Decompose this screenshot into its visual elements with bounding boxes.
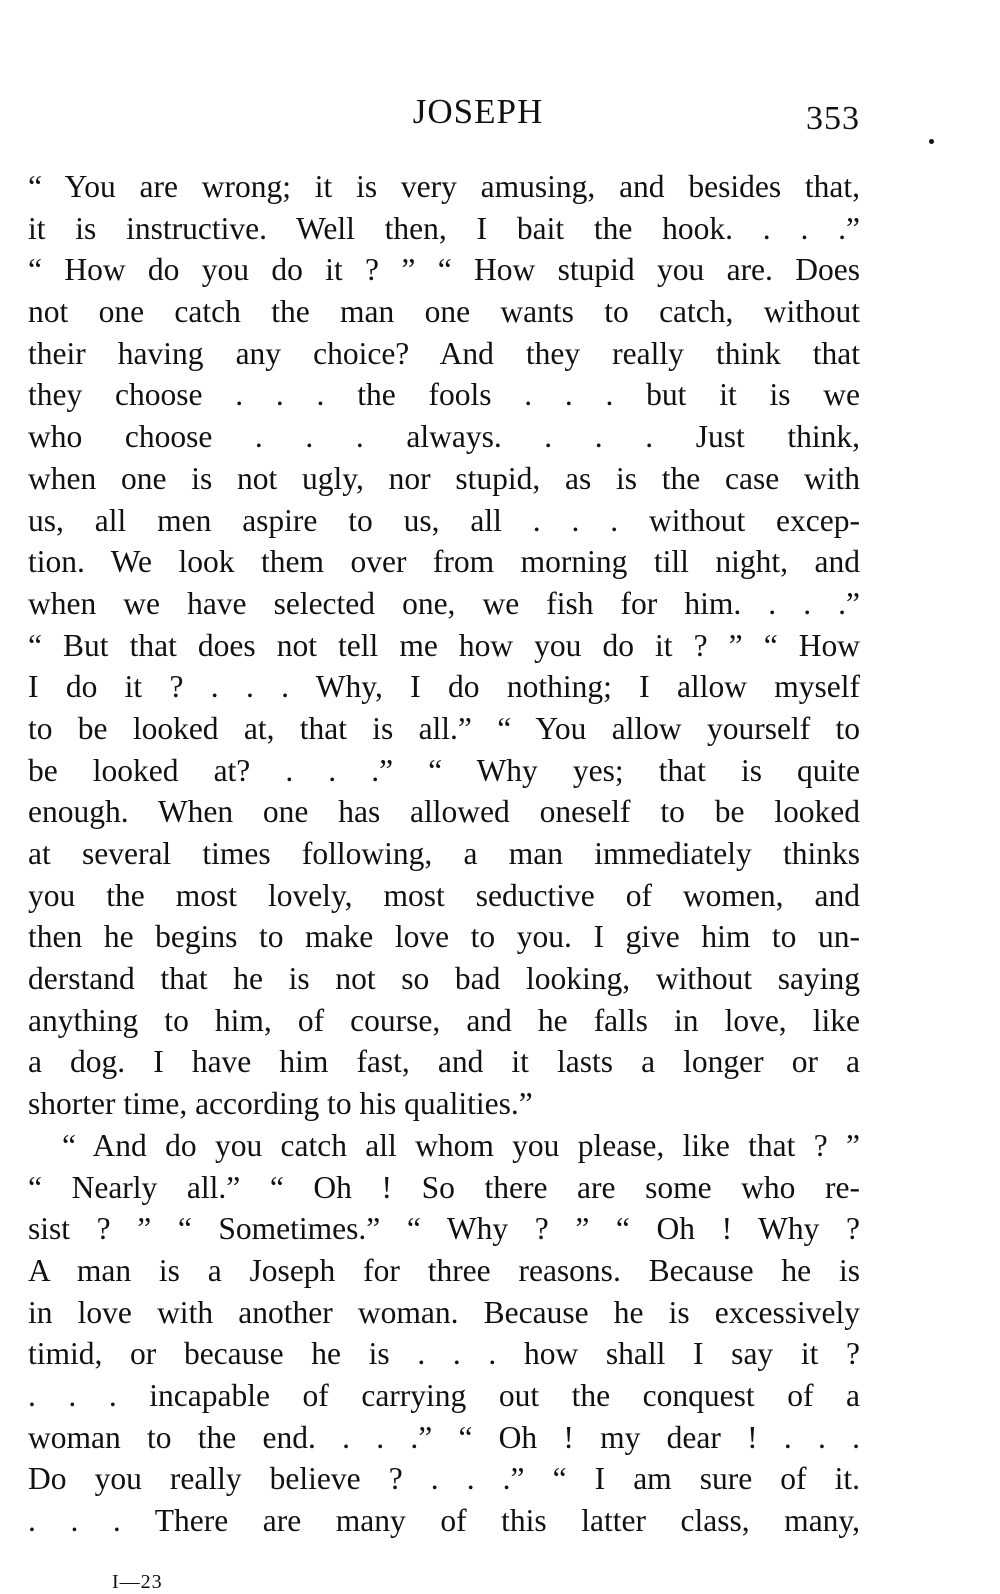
- text-line: at several times following, a man immediately thinks: [28, 836, 860, 871]
- text-line: woman to the end. . . .” “ Oh ! my dear ! . . .: [28, 1419, 860, 1455]
- text-line: . . . There are many of this latter class, many,: [28, 1503, 860, 1538]
- text-line: you the most lovely, most seductive of women, and: [28, 877, 860, 913]
- text-line: derstand that he is not so bad looking, without saying: [28, 961, 860, 997]
- text-line: A man is a Joseph for three reasons. Because he is: [28, 1252, 860, 1288]
- running-head: [28, 92, 860, 142]
- print-speck: [929, 139, 934, 144]
- text-line: not one catch the man one wants to catch, without: [28, 294, 860, 330]
- text-line: . . . incapable of carrying out the conquest of a: [28, 1377, 860, 1413]
- text-line: a dog. I have him fast, and it lasts a longer or a: [28, 1044, 860, 1080]
- running-title: JOSEPH: [412, 92, 544, 131]
- text-line: their having any choice? And they really think that: [28, 335, 860, 371]
- text-line: I do it ? . . . Why, I do nothing; I allow myself: [28, 669, 860, 705]
- text-line: “ How do you do it ? ” “ How stupid you are. Does: [28, 252, 860, 288]
- text-line: it is instructive. Well then, I bait the hook. . . .”: [28, 210, 860, 246]
- text-line: enough. When one has allowed oneself to be looked: [28, 794, 860, 830]
- text-line: then he begins to make love to you. I give him to un-: [28, 919, 860, 955]
- body-text: [28, 166, 860, 1542]
- text-line: “ But that does not tell me how you do it ? ” “ How: [28, 627, 860, 663]
- text-line: “ And do you catch all whom you please, like that ? ”: [62, 1127, 860, 1163]
- text-line: be looked at? . . .” “ Why yes; that is quite: [28, 752, 860, 788]
- text-line: Do you really believe ? . . .” “ I am sure of it.: [28, 1461, 860, 1497]
- text-line: in love with another woman. Because he is excessively: [28, 1294, 860, 1330]
- text-line: tion. We look them over from morning till night, and: [28, 544, 860, 580]
- signature-mark: I—23: [112, 1571, 163, 1593]
- text-line: when we have selected one, we fish for him. . . .”: [28, 585, 860, 621]
- text-line: to be looked at, that is all.” “ You allow yourself to: [28, 710, 860, 746]
- page-number: 353: [806, 100, 860, 137]
- text-line: they choose . . . the fools . . . but it is we: [28, 377, 860, 413]
- text-line: “ You are wrong; it is very amusing, and besides that,: [28, 169, 860, 204]
- text-line: shorter time, according to his qualities.”: [28, 1086, 533, 1122]
- text-line: sist ? ” “ Sometimes.” “ Why ? ” “ Oh ! Why ?: [28, 1211, 860, 1247]
- text-line: anything to him, of course, and he falls in love, like: [28, 1002, 860, 1038]
- text-line: “ Nearly all.” “ Oh ! So there are some who re-: [28, 1169, 860, 1205]
- text-line: who choose . . . always. . . . Just think,: [28, 419, 860, 455]
- text-line: when one is not ugly, nor stupid, as is the case with: [28, 460, 860, 496]
- text-line: us, all men aspire to us, all . . . without excep-: [28, 502, 860, 538]
- text-line: timid, or because he is . . . how shall I say it ?: [28, 1336, 860, 1372]
